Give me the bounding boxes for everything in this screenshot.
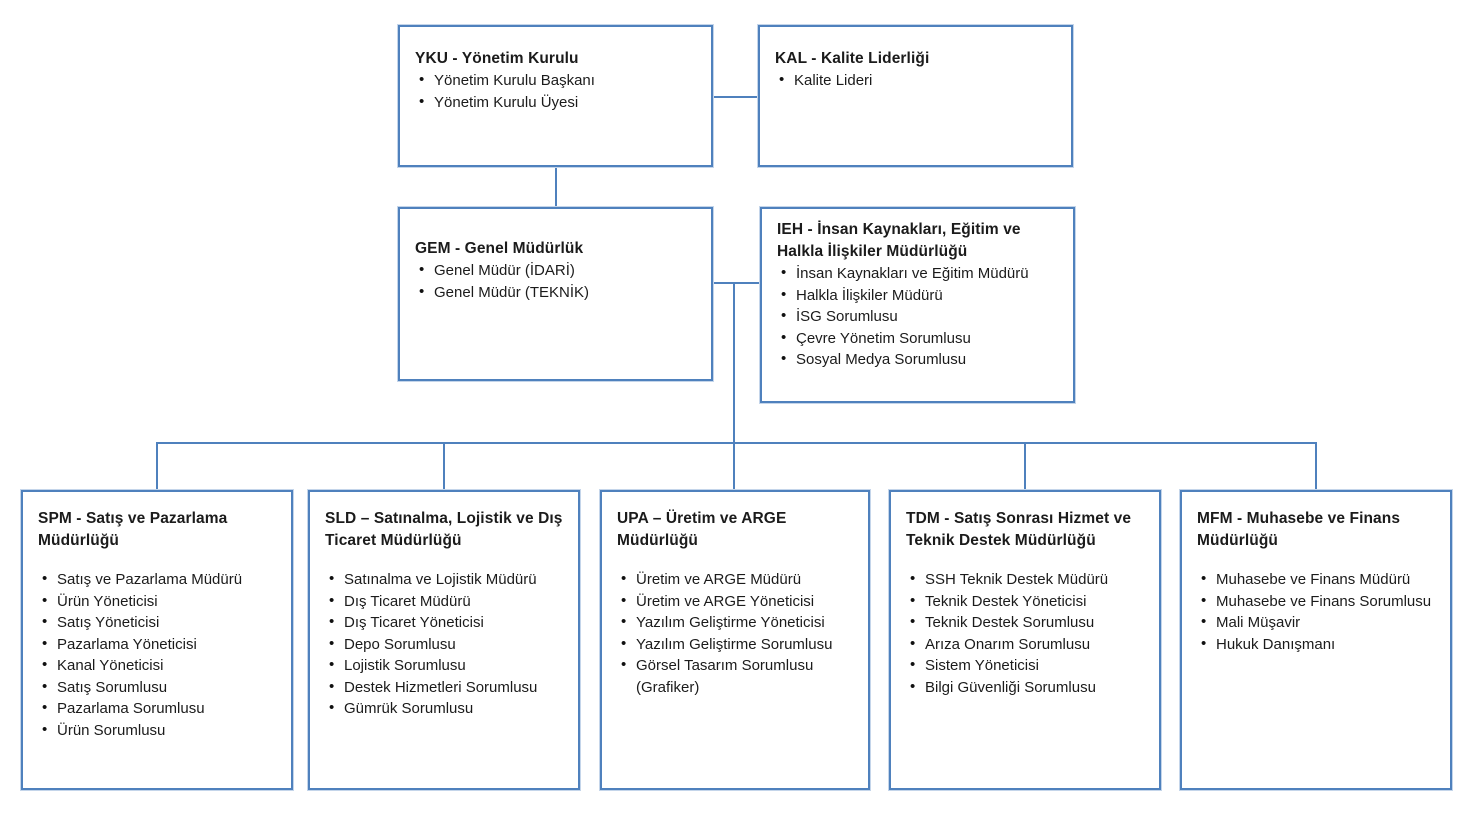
org-box-gem — [398, 207, 713, 381]
org-box-ieh-role-list — [777, 263, 1059, 371]
org-box-spm-role-list — [38, 569, 277, 741]
org-box-sld-role-list — [325, 569, 564, 720]
role-item: • Gümrük Sorumlusu — [328, 698, 564, 720]
role-item: • Ürün Yöneticisi — [41, 591, 277, 613]
role-item: • Yazılım Geliştirme Yöneticisi — [620, 612, 854, 634]
org-box-tdm-title: TDM - Satış Sonrası Hizmet ve Teknik Destek Müdürlüğü — [906, 510, 1132, 549]
org-box-kal-title: KAL - Kalite Liderliği — [775, 50, 930, 67]
role-item: • Sosyal Medya Sorumlusu — [780, 349, 1059, 371]
org-box-upa-role-list — [617, 569, 854, 698]
role-item: • Dış Ticaret Müdürü — [328, 591, 564, 613]
role-item: • Ürün Sorumlusu — [41, 720, 277, 742]
role-item: • Görsel Tasarım Sorumlusu (Grafiker) — [620, 655, 854, 698]
role-item: • Üretim ve ARGE Yöneticisi — [620, 591, 854, 613]
role-item: • Sistem Yöneticisi — [909, 655, 1145, 677]
org-box-spm-title: SPM - Satış ve Pazarlama Müdürlüğü — [38, 510, 228, 549]
org-box-tdm — [889, 490, 1161, 790]
org-box-kal-role-list — [775, 70, 1057, 92]
role-item: • Teknik Destek Yöneticisi — [909, 591, 1145, 613]
role-item: • Dış Ticaret Yöneticisi — [328, 612, 564, 634]
role-item: • Kanal Yöneticisi — [41, 655, 277, 677]
role-item: • Satış ve Pazarlama Müdürü — [41, 569, 277, 591]
role-item: • Pazarlama Yöneticisi — [41, 634, 277, 656]
org-box-yku-role-list — [415, 70, 697, 113]
org-box-mfm-title: MFM - Muhasebe ve Finans Müdürlüğü — [1197, 510, 1401, 549]
role-item: • Yönetim Kurulu Başkanı — [418, 70, 697, 92]
role-item: • Hukuk Danışmanı — [1200, 634, 1436, 656]
role-item: • İnsan Kaynakları ve Eğitim Müdürü — [780, 263, 1059, 285]
role-item: • Yönetim Kurulu Üyesi — [418, 92, 697, 114]
org-box-tdm-role-list — [906, 569, 1145, 698]
role-item: • Çevre Yönetim Sorumlusu — [780, 328, 1059, 350]
role-item: • Halkla İlişkiler Müdürü — [780, 285, 1059, 307]
role-item: • Mali Müşavir — [1200, 612, 1436, 634]
role-item: • Yazılım Geliştirme Sorumlusu — [620, 634, 854, 656]
role-item: • Muhasebe ve Finans Sorumlusu — [1200, 591, 1436, 613]
org-box-ieh — [760, 207, 1075, 403]
org-box-yku — [398, 25, 713, 167]
role-item: • İSG Sorumlusu — [780, 306, 1059, 328]
role-item: • Satış Yöneticisi — [41, 612, 277, 634]
org-box-upa-title: UPA – Üretim ve ARGE Müdürlüğü — [617, 510, 787, 549]
role-item: • Muhasebe ve Finans Müdürü — [1200, 569, 1436, 591]
role-item: • Bilgi Güvenliği Sorumlusu — [909, 677, 1145, 699]
role-item: • Üretim ve ARGE Müdürü — [620, 569, 854, 591]
org-box-sld — [308, 490, 580, 790]
role-item: • SSH Teknik Destek Müdürü — [909, 569, 1145, 591]
role-item: • Lojistik Sorumlusu — [328, 655, 564, 677]
role-item: • Kalite Lideri — [778, 70, 1057, 92]
org-box-gem-role-list — [415, 260, 697, 303]
role-item: • Arıza Onarım Sorumlusu — [909, 634, 1145, 656]
org-box-spm — [21, 490, 293, 790]
role-item: • Genel Müdür (TEKNİK) — [418, 282, 697, 304]
role-item: • Teknik Destek Sorumlusu — [909, 612, 1145, 634]
role-item: • Pazarlama Sorumlusu — [41, 698, 277, 720]
role-item: • Destek Hizmetleri Sorumlusu — [328, 677, 564, 699]
role-item: • Satınalma ve Lojistik Müdürü — [328, 569, 564, 591]
org-box-kal — [758, 25, 1073, 167]
org-box-mfm-role-list — [1197, 569, 1436, 655]
org-box-upa — [600, 490, 870, 790]
org-box-sld-title: SLD – Satınalma, Lojistik ve Dış Ticaret Müdürlüğü — [325, 510, 563, 549]
org-box-yku-title: YKU - Yönetim Kurulu — [415, 50, 579, 67]
org-box-gem-title: GEM - Genel Müdürlük — [415, 240, 584, 257]
org-box-ieh-title: IEH - İnsan Kaynakları, Eğitim ve Halkla İlişkiler Müdürlüğü — [777, 221, 1021, 260]
org-box-mfm — [1180, 490, 1452, 790]
role-item: • Satış Sorumlusu — [41, 677, 277, 699]
role-item: • Depo Sorumlusu — [328, 634, 564, 656]
role-item: • Genel Müdür (İDARİ) — [418, 260, 697, 282]
